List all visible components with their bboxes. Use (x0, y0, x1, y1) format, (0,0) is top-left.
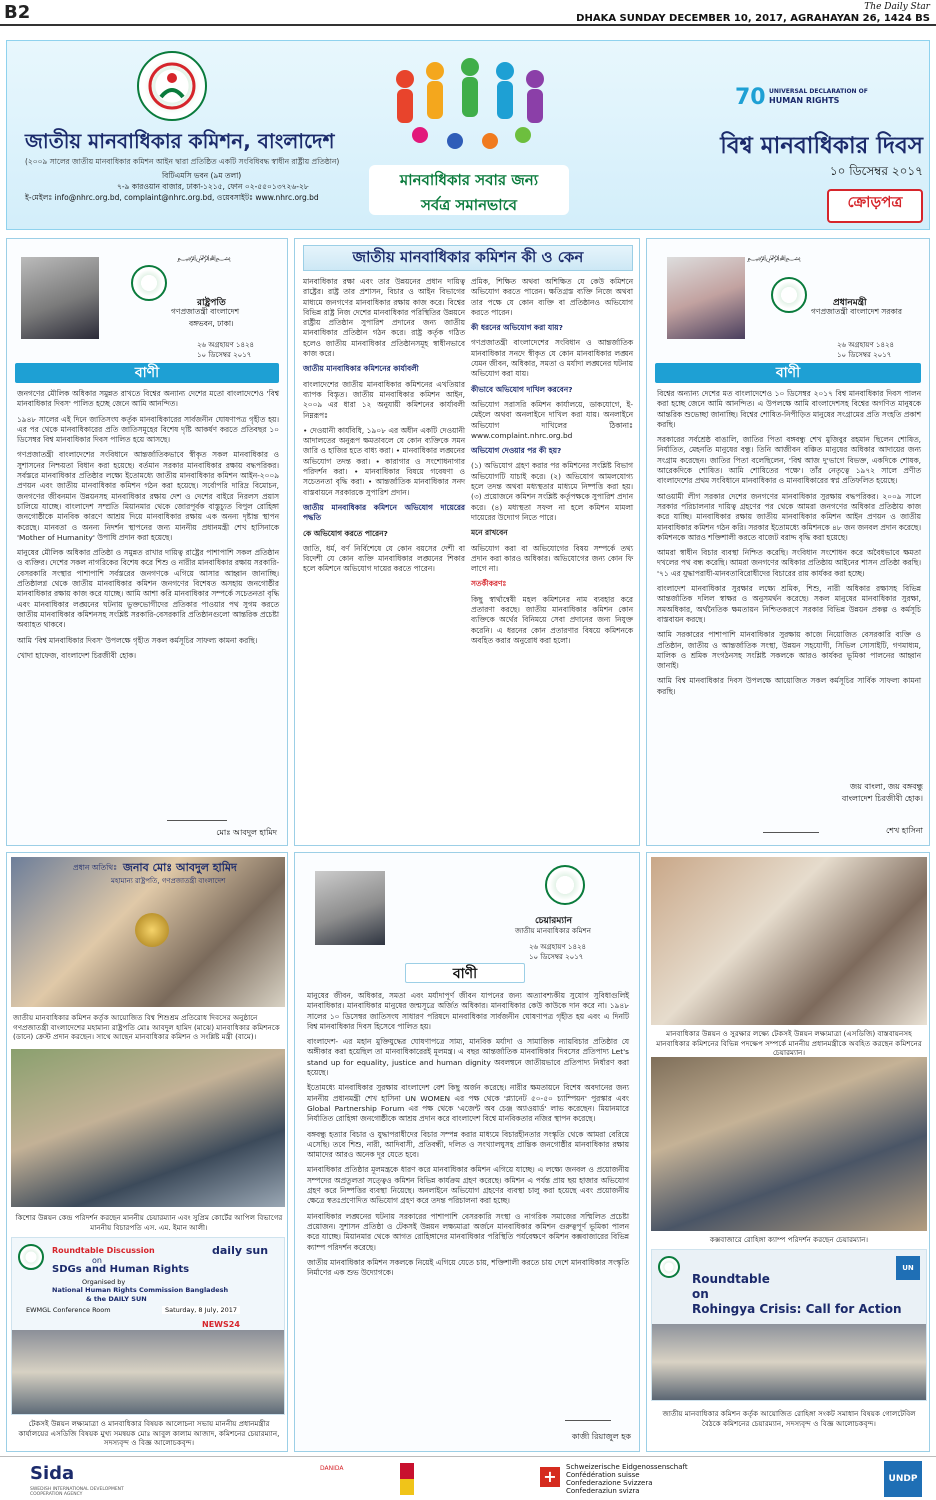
pm-closing2: বাংলাদেশ চিরজীবী হোক। (841, 794, 923, 803)
photo-caption: টেকসই উন্নয়ন লক্ষ্যমাত্রা ও মানবাধিকার বিষয়ক আলোচনা সভায় মাননীয় প্রধানমন্ত্রীর কার্যালয়ের এসডিজি বিষয়ক মুখ্য সমন্বয়ক মোঃ আবুল কালাম আজাদ, কমিশনের চেয়ারম্যান, সদস্যবৃন্দ ও বিজ্ঞ আলোচকবৃন্দ। (18, 1419, 280, 1447)
paragraph: বাংলাদেশ- এর মহান মুক্তিযুদ্ধের ঘোষণাপত্রে সাম্য, মানবিক মর্যাদা ও সামাজিক ন্যায়বিচার প্রতিষ্ঠার যে অঙ্গীকার করা হয়েছিল তা মানবাধিকারেরই মূলমন্ত্র। এ বছর আন্তর্জাতিক মানবাধিকার দিবসের প্রতিপাদ্য Let's stand up for equality, justice and human dignity অবলম্বনে জাতীয়ভাবে প্রতিপাদ্য নির্ধারণ করা হয়েছে। (307, 1037, 629, 1078)
subheading: জাতীয় মানবাধিকার কমিশনে অভিযোগ দায়েরের পদ্ধতি (303, 502, 465, 523)
photo-caption: কিশোর উন্নয়ন কেন্দ্র পরিদর্শন করছেন মাননীয় চেয়ারম্যান এবং সুপ্রিম কোর্টের আপিল বিভাগের মাননীয় বিচারপতি এস. এম. ইমান আলী। (15, 1213, 283, 1232)
pm-body (657, 389, 921, 702)
organised-by: Organised by (82, 1278, 126, 1286)
subheading: কী ধরনের অভিযোগ করা যায়? (471, 323, 563, 333)
president-title: রাষ্ট্রপতি (197, 298, 226, 308)
bangladesh-seal-icon (771, 277, 807, 313)
photo-caption: মানবাধিকার উন্নয়ন ও সুরক্ষার লক্ষ্যে টেকসই উন্নয়ন লক্ষ্যমাত্রা (এসডিজি) বাস্তবায়নসহ মানবাধিকার কমিশনের বিভিন্ন পদক্ষেপ সম্পর্কে মাননীয় প্রধানমন্ত্রীকে অবহিত করছেন কমিশনের চেয়ারম্যান। (656, 1029, 922, 1057)
paragraph: কিছু স্বার্থান্বেষী মহল কমিশনের নাম ব্যবহার করে প্রতারণা করছে। জাতীয় মানবাধিকার কমিশন কোন ব্যক্তিকে অর্থের বিনিময়ে সেবা প্রদানের জন্য নিযুক্ত করেনি। এ ধরনের কোন প্রতারণার বিষয়ে কমিশনকে অবহিত করার অনুরোধ করা হলো। (471, 594, 633, 645)
paragraph: বাংলাদেশের জাতীয় মানবাধিকার কমিশনের এখতিয়ার ব্যাপক বিস্তৃত। জাতীয় মানবাধিকার কমিশন আইন, ২০০৯ এর ধারা ১২ অনুযায়ী কমিশনের কার্যাবলী নিম্নরূপঃ (303, 379, 465, 420)
slogan-box (369, 165, 569, 215)
swiss-line2: Confédération suisse (566, 1471, 640, 1479)
subheading: মনে রাখবেন (471, 528, 508, 538)
masthead: The Daily Star (864, 2, 930, 12)
chairman-photo (315, 871, 385, 945)
paragraph: আমি সরকারের পাশাপাশি মানবাধিকার সুরক্ষায় কাজে নিয়োজিত বেসরকারি ব্যক্তি ও প্রতিষ্ঠান, জাতীয় ও আন্তর্জাতিক সংস্থা, উন্নয়ন সহযোগী, সিভিল সোসাইটি, গণমাধ্যম, মালিক ও শ্রমিক সংগঠনসহ সংশ্লিষ্ট সকলকে আরও কার্যকর ভূমিকা পালনের আহ্বান জানাই। (657, 630, 921, 671)
paragraph: খোদা হাফেজ, বাংলাদেশ চিরজীবী হোক। (17, 650, 137, 660)
daily-sun-logo: daily sun (212, 1244, 269, 1257)
roundtable-title3: Rohingya Crisis: Call for Action (692, 1302, 902, 1316)
org-subtitle: (২০০৯ সালের জাতীয় মানবাধিকার কমিশন আইন দ্বারা প্রতিষ্ঠিত একটি সংবিধিবদ্ধ স্বাধীন রাষ্ট্রীয় প্রতিষ্ঠান) (25, 157, 340, 166)
org-name: জাতীয় মানবাধিকার কমিশন, বাংলাদেশ (25, 129, 335, 153)
undp-logo: UNDP (884, 1461, 922, 1497)
article-col2 (471, 277, 633, 651)
pm-date2: ১০ ডিসেম্বর ২০১৭ (837, 351, 892, 359)
venue-date: Saturday, 8 July, 2017 (162, 1306, 240, 1314)
paragraph: অভিযোগ সরাসরি কমিশন কার্যালয়ে, ডাকযোগে, ই-মেইলে অথবা অনলাইনে দাখিল করা যায়। অনলাইনে অভিযোগ দাখিলের ঠিকানাঃ www.complaint.nhrc.org.bd (471, 399, 633, 440)
pm-title: প্রধানমন্ত্রী (833, 298, 867, 308)
paragraph: আওয়ামী লীগ সরকার দেশের জনগণের মানবাধিকার সুরক্ষায় বদ্ধপরিকর। ২০০৯ সালে সরকার পরিচালনার দায়িত্ব গ্রহণের পর থেকে আমরা জনগণের অধিকার প্রতিষ্ঠায় কাজ করে যাচ্ছি। মানবাধিকার রক্ষায় জাতীয় মানবাধিকার কমিশন আইন প্রণয়ন ও জাতীয় মানবাধিকার কমিশন গঠন করি। সরকার ইতোমধ্যে কমিশনকে ৪৮ জন জনবল প্রদান করেছে। কমিশনকে আরও শক্তিশালী করতে বাজেট বরাদ্দ বৃদ্ধি করা হয়েছে। (657, 491, 921, 542)
nhrc-logo-icon (18, 1244, 44, 1270)
article-heading: জাতীয় মানবাধিকার কমিশন কী ও কেন (303, 245, 633, 271)
subheading: কে অভিযোগ করতে পারেন? (303, 528, 388, 538)
sida-subtitle: SWEDISH INTERNATIONAL DEVELOPMENT COOPERATION AGENCY (30, 1487, 124, 1497)
president-signature-name: মোঃ আবদুল হামিদ (216, 828, 277, 837)
left-photo-column (6, 852, 288, 1452)
warning-heading: সতর্কীকরণঃ (471, 579, 507, 589)
nhrc-info-article (294, 238, 640, 846)
president-message (6, 238, 288, 846)
roundtable-title2: on (92, 1256, 102, 1265)
roundtable-title1: Roundtable (692, 1272, 770, 1286)
subheading: অভিযোগ দেওয়ার পর কী হয়? (471, 446, 562, 456)
dateline: DHAKA SUNDAY DECEMBER 10, 2017, AGRAHAYAN 26, 1424 BS (576, 13, 930, 24)
chief-guest-role: মহামান্য রাষ্ট্রপতি, গণপ্রজাতন্ত্রী বাংলাদেশ (111, 877, 226, 885)
paragraph: বঙ্গবন্ধু হত্যার বিচার ও যুদ্ধাপরাধীদের বিচার সম্পন্ন করার মাধ্যমে বিচারহীনতার সংস্কৃতি থেকে আমরা বেরিয়ে এসেছি। তবে শিশু, নারী, আদিবাসী, প্রতিবন্ধী, দলিত ও সংখ্যালঘুসহ প্রান্তিক জনগোষ্ঠীর মানবাধিকার রক্ষায় আমাদের আরও অনেক দূর যেতে হবে। (307, 1129, 629, 1160)
danish-crest-icon (400, 1463, 414, 1495)
bangladesh-seal-icon (131, 265, 167, 301)
photo-caption: কক্সবাজারে রোহিঙ্গা ক্যাম্প পরিদর্শন করছেন চেয়ারম্যান। (709, 1235, 869, 1244)
bismillah-icon: ﷽ (747, 254, 801, 262)
udhr-70-logo: 70 (735, 85, 766, 110)
president-date2: ১০ ডিসেম্বর ২০১৭ (197, 351, 252, 359)
paragraph: ১৯৪৮ সালের এই দিনে জাতিসংঘ কর্তৃক মানবাধিকারের সার্বজনীন ঘোষণাপত্র গৃহীত হয়। এর পর থেকে মানবাধিকারের প্রতি জাতিসমূহের বিশেষ দৃষ্টি আকর্ষণ করতে প্রতিবছর ১০ ডিসেম্বর বিশ্ব মানবাধিকার দিবস পালিত হয়ে আসছে। (17, 414, 279, 445)
swiss-line1: Schweizerische Eidgenossenschaft (566, 1463, 688, 1471)
sida-logo: Sida (30, 1463, 75, 1484)
roundtable-title1: Roundtable Discussion (52, 1246, 155, 1255)
paragraph: মানুষের জীবন, অধিকার, সমতা এবং মর্যাদাপূর্ণ জীবন যাপনের জন্য অত্যাবশ্যকীয় সুযোগ সুবিধাগুলিই মানবাধিকার। মানবাধিকার মানুষের জন্মসূত্রে অর্জিত অধিকার। মানবাধিকার কেউ কাউকে দান করে না। ১৯৪৮ সালের ১০ ডিসেম্বর জাতিসংঘ সাধারণ পরিষদে মানবাধিকার সার্বজনীন ঘোষণাপত্র গৃহীত হয় এবং এ দিনটি বিশ্ব মানবাধিকার দিবস হিসেবে পালিত হয়। (307, 991, 629, 1031)
supplement-banner (6, 40, 930, 230)
day-title: বিশ্ব মানবাধিকার দিবস (720, 133, 923, 159)
paragraph: মানবাধিকার প্রতিষ্ঠার মূলমন্ত্রকে ধারণ করে মানবাধিকার কমিশন এগিয়ে যাচ্ছে। এ লক্ষ্যে জনবল ও প্রয়োজনীয় সম্পদের অপ্রতুলতা সত্ত্বেও কমিশন বিভিন্ন কার্যক্রম গ্রহণ করেছে। কমিশন এ পর্যন্ত প্রায় ছয় হাজার অভিযোগ গ্রহণ করে নিষ্পত্তির ব্যবস্থা নিয়েছে। অনলাইনে অভিযোগ গ্রহণের ব্যবস্থা চালু করা হয়েছে এবং প্রয়োজনীয় ক্ষেত্রে স্বতঃপ্রণোদিত অভিযোগ গ্রহণ করে তদন্ত পরিচালনা করা হচ্ছে। (307, 1165, 629, 1206)
danida-logo: DANIDA (320, 1465, 344, 1472)
swiss-text (566, 1463, 688, 1495)
org-email: ই-মেইলঃ info@nhrc.org.bd, complaint@nhrc.org.bd, ওয়েবসাইটঃ www.nhrc.org.bd (25, 193, 319, 202)
paragraph: অভিযোগ করা বা অভিযোগের বিষয় সম্পর্কে তথ্য প্রদান করা কারও অধিকার। অভিযোগের জন্য কোন ফি লাগে না। (471, 543, 633, 574)
president-date1: ২৬ অগ্রহায়ণ ১৪২৪ (197, 341, 255, 349)
supplement-label: ক্রোড়পত্র (827, 189, 923, 223)
paragraph: মানবাধিকার রক্ষা এবং তার উন্নয়নের প্রধান দায়িত্ব রাষ্ট্রের। রাষ্ট্র তার প্রশাসন, বিচার ও আইন বিভাগের মাধ্যমে জনগণের মানবাধিকার রক্ষায় কাজ করে। বিশ্বের বিভিন্ন রাষ্ট্র নিজ দেশের মানবাধিকার পরিস্থিতির উন্নয়নে রাষ্ট্রীয় প্রতিষ্ঠান সুপারিশ প্রদানের জন্য জাতীয় মানবাধিকার প্রতিষ্ঠান গঠন করে। রাষ্ট্র কর্তৃক গঠিত হলেও জাতীয় মানবাধিকার প্রতিষ্ঠানসমূহ স্বাধীনভাবে কাজ করে। (303, 277, 465, 359)
rohingya-camp-photo (651, 1057, 927, 1231)
article-col1 (303, 277, 465, 580)
panel-speakers-photo (652, 1324, 926, 1400)
organiser2: & the DAILY SUN (86, 1295, 147, 1303)
paragraph: গণপ্রজাতন্ত্রী বাংলাদেশের সংবিধানে আন্তর্জাতিকভাবে স্বীকৃত সকল মানবাধিকার ও সুশাসনের নিশ্চয়তা বিধান করা হয়েছে। বর্তমান সরকার মানবাধিকার রক্ষায় বদ্ধপরিকর। সর্বস্তরে মানবাধিকার প্রতিষ্ঠার লক্ষ্যে ইতোমধ্যে জাতীয় মানবাধিকার কমিশন আইন-২০০৯ প্রণয়ন এবং জাতীয় মানবাধিকার কমিশন গঠন করা হয়েছে। সর্বোপরি দারিদ্র বিমোচন, জনগণের জীবনমান উন্নয়নসহ মানবাধিকার রক্ষায় দেশ ও দেশের বাইরে নিরলস প্রয়াস চালিয়ে যাচ্ছে। বাংলাদেশ সম্প্রতি মিয়ানমার থেকে জোরপূর্বক বাস্তুচ্যুত বিপুল রোহিঙ্গা জনগোষ্ঠীকে মানবিক কারণে আশ্রয় দিয়ে মানবাধিকার রক্ষায় এক অনন্য দৃষ্টান্ত স্থাপন করেছে। মানবতা ও অনন্য নিদর্শন স্থাপনের জন্য মাননীয় প্রধানমন্ত্রী শেখ হাসিনাকে 'Mother of Humanity' উপাধি প্রদান করা হয়েছে। (17, 450, 279, 542)
paragraph: বাংলাদেশ মানবাধিকার সুরক্ষার লক্ষ্যে শ্রমিক, শিশু, নারী অধিকার রক্ষাসহ বিভিন্ন আন্তর্জাতিক দলিল স্বাক্ষর ও অনুসমর্থন করেছে। সকল মানুষের মানবাধিকার সুরক্ষা, সমঅধিকার, অর্থনৈতিক ক্ষমতায়ন নিশ্চিতকরণে সরকার বিভিন্ন উন্নয়ন প্রকল্প ও কর্মসূচি বাস্তবায়ন করছে। (657, 584, 921, 624)
photo-caption: জাতীয় মানবাধিকার কমিশন কর্তৃক আয়োজিত বিশ্ব শিশুশ্রম প্রতিরোধ দিবসের অনুষ্ঠানে গণপ্রজাতন্ত্রী বাংলাদেশের মহামান্য রাষ্ট্রপতি মোঃ আবদুল হামিদ (মাঝে) মানবাধিকার কমিশনকে (ডানে) ক্রেস্ট প্রদান করছেন। সাথে আছেন মানবাধিকার কমিশন ও সংশ্লিষ্ট মন্ত্রী (বামে)। (13, 1013, 280, 1041)
subheading: জাতীয় মানবাধিকার কমিশনের কার্যাবলী (303, 364, 419, 374)
chief-guest-name: জনাব মোঃ আবদুল হামিদ (123, 861, 237, 874)
hands-people-icon (385, 49, 555, 161)
award-plaque-icon (135, 913, 169, 947)
day-date: ১০ ডিসেম্বর ২০১৭ (829, 164, 923, 178)
chairman-bani-heading: বাণী (405, 963, 525, 983)
children-center-photo (11, 1049, 285, 1207)
president-bani-heading: বাণী (15, 363, 279, 383)
page-number: B2 (4, 2, 31, 23)
udhr-line2: HUMAN RIGHTS (769, 96, 840, 105)
roundtable-title3: SDGs and Human Rights (52, 1264, 190, 1275)
rohingya-roundtable-photo (651, 1249, 927, 1401)
right-photo-column (646, 852, 930, 1452)
president-photo (21, 257, 99, 339)
paragraph: প্রমিক, শিক্ষিত অথবা অশিক্ষিত যে কেউ কমিশনে অভিযোগ করতে পারেন। ক্ষতিগ্রস্ত ব্যক্তি নিজে অথবা তার পক্ষে যে কোন ব্যক্তি বা প্রতিষ্ঠানও অভিযোগ করতে পারেন। (471, 277, 633, 317)
pm-signature-name: শেখ হাসিনা (886, 826, 923, 835)
undp-logo-icon: UN (896, 1256, 920, 1280)
paragraph: সরকারের সর্বশ্রেষ্ঠ বাঙালি, জাতির পিতা বঙ্গবন্ধু শেখ মুজিবুর রহমান ছিলেন শোষিত, নির্যাতিত, মেহনতি মানুষের বন্ধু। তিনি আজীবন বঞ্চিত মানুষের অধিকার আদায়ের জন্য সংগ্রাম করেছেন। জাতির পিতা বলেছিলেন, 'বিশ্ব আজ দু'ভাগে বিভক্ত, একদিকে শোষক, আরেকদিকে শোষিত। আমি শোষিতের পক্ষে'। তাঁর নেতৃত্বে ১৯৭২ সালে প্রণীত বাংলাদেশের প্রথম সংবিধানে মানবাধিকার ও মানবাধিকারের স্বপ্ন প্রতিফলিত হয়েছে। (657, 435, 921, 486)
chairman-date1: ২৬ অগ্রহায়ণ ১৪২৪ (529, 943, 587, 951)
pm-message (646, 238, 930, 846)
paragraph: আমরা স্বাধীন বিচার ব্যবস্থা নিশ্চিত করেছি। সংবিধান সংশোধন করে অবৈধভাবে ক্ষমতা দখলের পথ বন্ধ করেছি। আমরা জনগণের অধিকার প্রতিষ্ঠায় আইনের শাসন প্রতিষ্ঠা করছি। '৭১ এর যুদ্ধাপরাধী-মানবতাবিরোধীদের বিচারের রায় কার্যকর করা হচ্ছে। (657, 548, 921, 578)
paragraph: জাতীয় মানবাধিকার কমিশন সকলকে নিয়েই এগিয়ে যেতে চায়, শক্তিশালী করতে চায় দেশে মানবাধিকার সংস্কৃতি নির্মাণের এক শুভ উদ্যোগকে। (307, 1257, 629, 1278)
pm-closing1: জয় বাংলা, জয় বঙ্গবন্ধু (850, 782, 923, 791)
subheading: কীভাবে অভিযোগ দাখিল করবেন? (471, 384, 573, 394)
paragraph: বিশ্বের অন্যান্য দেশের মত বাংলাদেশেও ১০ ডিসেম্বর ২০১৭ বিশ্ব মানবাধিকার দিবস পালন করা হচ্ছে জেনে আমি আনন্দিত। এ উপলক্ষে আমি বাংলাদেশসহ বিশ্বের অগণিত মানুষকে আন্তরিক শুভেচ্ছা জানাচ্ছি। বিশ্বের শোষিত-নিপীড়িত মানুষের সংগ্রামের প্রতি সংহতি প্রকাশ করছি। (657, 389, 921, 429)
paragraph: ইতোমধ্যে মানবাধিকার সুরক্ষায় বাংলাদেশ বেশ কিছু অর্জন করেছে। নারীর ক্ষমতায়নে বিশেষ অবদানের জন্য মাননীয় প্রধানমন্ত্রী শেখ হাসিনা UN WOMEN এর পক্ষ থেকে 'প্ল্যানেট ৫০-৫০ চ্যাম্পিয়ন' পুরস্কার এবং Global Partnership Forum এর পক্ষ থেকে 'এজেন্ট অব চেঞ্জ অ্যাওয়ার্ড' লাভ করেছেন। মিয়ানমারে নির্যাতিত রোহিঙ্গা জনগোষ্ঠীকে আশ্রয় প্রদান করে বাংলাদেশ বিশ্বে মানবিকতার নজির স্থাপন করেছে। (307, 1083, 629, 1124)
org-building: বিটিএমসি ভবন (৯ম তলা) (162, 171, 242, 180)
paragraph: জাতি, ধর্ম, বর্ণ নির্বিশেষে যে কোন বয়সের দেশী বা বিদেশী যে কোন ব্যক্তি মানবাধিকার লঙ্ঘনের শিকার হলে কমিশনে অভিযোগ দায়ের করতে পারেন। (303, 543, 465, 574)
org-address: ৭-৯ কারওয়ান বাজার, ঢাকা-১২১৫, ফোন ০২-৫৫০১৩৭২৬-২৮ (117, 182, 309, 191)
swiss-flag-icon: + (540, 1467, 560, 1487)
swiss-line4: Confederaziun svizra (566, 1487, 640, 1495)
pm-signature-image (763, 813, 819, 833)
nhrc-logo-icon (658, 1256, 680, 1278)
venue: EWMGL Conference Room (26, 1306, 111, 1314)
pm-sub1: গণপ্রজাতন্ত্রী বাংলাদেশ সরকার (811, 307, 903, 316)
president-sub2: বঙ্গভবন, ঢাকা। (189, 319, 234, 328)
sponsor-strip (0, 1456, 936, 1500)
chairman-signature-image (565, 1403, 611, 1421)
pm-bani-heading: বাণী (655, 363, 921, 383)
chairman-sub: জাতীয় মানবাধিকার কমিশন (515, 927, 591, 935)
roundtable-title2: on (692, 1287, 709, 1301)
chairman-signature-name: কাজী রিয়াজুল হক (571, 1432, 631, 1441)
chairman-message (294, 852, 640, 1452)
nhrc-logo-icon (545, 865, 585, 905)
paragraph: মানবাধিকার লঙ্ঘনের ঘটনায় সরকারের পাশাপাশি বেসরকারি সংস্থা ও নাগরিক সমাজের সম্মিলিত প্রচেষ্টা প্রয়োজন। সুশাসন প্রতিষ্ঠা ও টেকসই উন্নয়ন লক্ষ্যমাত্রা অর্জনে মানবাধিকার কমিশন গুরুত্বপূর্ণ ভূমিকা পালন করে যাচ্ছে। মিয়ানমার থেকে আগত রোহিঙ্গাদের মানবাধিকার পরিস্থিতি পর্যবেক্ষণে কমিশন কক্সবাজারের বিভিন্ন ক্যাম্প পরিদর্শন করেছে। (307, 1211, 629, 1252)
page-header (0, 0, 936, 26)
president-body (17, 389, 279, 666)
udhr-line1: UNIVERSAL DECLARATION OF (769, 88, 868, 95)
paragraph: আমি 'বিশ্ব মানবাধিকার দিবস' উপলক্ষে গৃহীত সকল কর্মসূচির সাফল্য কামনা করছি। (17, 635, 258, 645)
president-signature-image (167, 799, 227, 821)
chairman-title: চেয়ারম্যান (535, 916, 572, 926)
pm-photo (667, 257, 745, 339)
paragraph: গণপ্রজাতন্ত্রী বাংলাদেশের সংবিধান ও আন্তর্জাতিক মানবাধিকার সনদে স্বীকৃত যে কোন মানবাধিকার লঙ্ঘন যেমন জীবন, অধিকার, সমতা ও মর্যাদা লঙ্ঘনের ঘটনায় অভিযোগ করা যায়। (471, 338, 633, 379)
paragraph: জনগণের মৌলিক অধিকার সমুন্নত রাখতে বিশ্বের অন্যান্য দেশের মতো বাংলাদেশেও 'বিশ্ব মানবাধিকার দিবস' পালিত হচ্ছে জেনে আমি আনন্দিত। (17, 389, 279, 409)
nhrc-logo-icon (137, 51, 207, 121)
chairman-body (307, 991, 629, 1283)
paragraph: মানুষের মৌলিক অধিকার প্রতিষ্ঠা ও সমুন্নত রাখার দায়িত্ব রাষ্ট্রের পাশাপাশি সকল প্রতিষ্ঠান ও ব্যক্তির। দেশের সকল নাগরিকের বিশেষ করে শিশু ও নারীর মানবাধিকার রক্ষায় সরকারি-বেসরকারি সংস্থার পাশাপাশি সর্বস্তরের জনগণকে এগিয়ে আসার আহ্বান জানাচ্ছি। প্রতিষ্ঠালগ্ন থেকে জাতীয় মানবাধিকার কমিশন জনগণের বিশেষত অসহায় জনগোষ্ঠীর মানবাধিকার রক্ষায় কাজ করে যাচ্ছে। আমি আশা করি মানবাধিকার সম্পর্কে সচেতনতা বৃদ্ধি এবং মানবাধিকার লঙ্ঘনের ঘটনায় ভুক্তভোগীদের প্রতিকার পাওয়ার পথ সুগম করতে জাতীয় মানবাধিকার কমিশনসহ সংশ্লিষ্ট সরকারি-বেসরকারি প্রতিষ্ঠানগুলো আন্তরিক প্রচেষ্টা অব্যাহত থাকবে। (17, 548, 279, 630)
photo-caption: জাতীয় মানবাধিকার কমিশন কর্তৃক আয়োজিত রোহিঙ্গা সংকট সমাধান বিষয়ক গোলটেবিল বৈঠকে কমিশনের চেয়ারম্যান, সদস্যবৃন্দ ও বিজ্ঞ আলোচকবৃন্দ। (662, 1409, 916, 1428)
news24-logo: NEWS24 (202, 1320, 240, 1329)
paragraph: (১) অভিযোগ গ্রহণ করার পর কমিশনের সংশ্লিষ্ট বিভাগ অভিযোগটি যাচাই করে। (২) অভিযোগ আমলযোগ্য হলে তদন্ত অথবা মধ্যস্থতার মাধ্যমে নিষ্পত্তি করা হয়। (৩) প্রয়োজনে কমিশন সংশ্লিষ্ট কর্তৃপক্ষকে সুপারিশ প্রদান করে। (৪) মধ্যস্থতা সফল না হলে কমিশন মামলা দায়েরের উদ্যোগ নিতে পারে। (471, 461, 633, 522)
panel-speakers-photo (12, 1330, 284, 1414)
organiser1: National Human Rights Commission Bangladesh (52, 1286, 229, 1294)
pm-date1: ২৬ অগ্রহায়ণ ১৪২৪ (837, 341, 895, 349)
chairman-date2: ১০ ডিসেম্বর ২০১৭ (529, 953, 584, 961)
president-sub1: গণপ্রজাতন্ত্রী বাংলাদেশ (171, 307, 240, 316)
swiss-line3: Confederazione Svizzera (566, 1479, 653, 1487)
bismillah-icon: ﷽ (177, 254, 231, 262)
sdg-roundtable-photo (11, 1237, 285, 1415)
president-award-photo (11, 857, 285, 1007)
slogan-line1: মানবাধিকার সবার জন্য (399, 171, 539, 189)
list: • দেওয়ানী কার্যবিধি, ১৯০৮ এর অধীন একটি দেওয়ানী আদালতের অনুরূপ ক্ষমতাবলে যে কোন ব্যক্তিকে সমন জারি ও হাজির হতে বাধ্য করা। • মানবাধিকার লঙ্ঘনের অভিযোগ তদন্ত করা। • কারাগার ও সংশোধনাগার পরিদর্শন করা। • মানবাধিকার বিষয়ে গবেষণা ও সচেতনতা বৃদ্ধি করা। • আন্তর্জাতিক মানবাধিকার সনদ বাস্তবায়নে সরকারকে সুপারিশ প্রদান। (303, 425, 465, 497)
slogan-line2: সর্বত্র সমানভাবে (421, 196, 517, 214)
chief-guest-label: প্রধান অতিথিঃ (73, 863, 118, 872)
pm-meeting-photo (651, 857, 927, 1025)
paragraph: আমি বিশ্ব মানবাধিকার দিবস উপলক্ষে আয়োজিত সকল কর্মসূচির সার্বিক সাফল্য কামনা করছি। (657, 676, 921, 696)
